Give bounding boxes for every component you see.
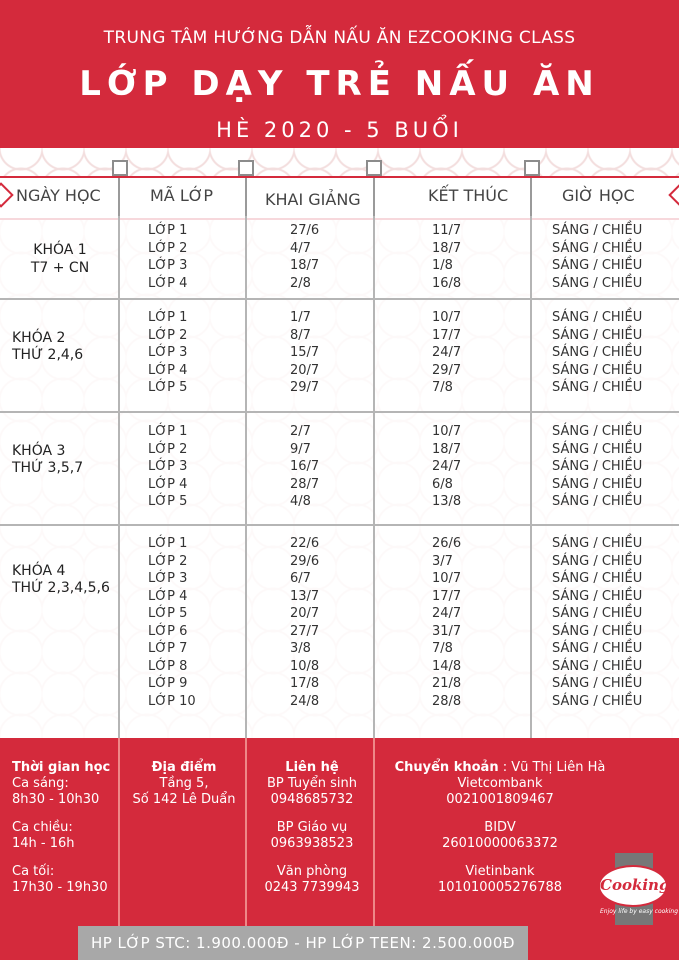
course-days: THỨ 2,3,4,5,6: [12, 580, 110, 596]
row-divider: [0, 524, 679, 526]
row-divider: [0, 411, 679, 413]
cooking-class-logo: Cooking: [598, 865, 668, 907]
page-title: LỚP DẠY TRẺ NẤU ĂN: [79, 64, 600, 104]
divider: [530, 178, 532, 218]
end-dates: 10/7 18/7 24/7 6/8 13/8: [432, 424, 462, 509]
column-header-start: KHAI GIẢNG: [265, 190, 361, 209]
schedule-heading: Thời gian học: [12, 760, 111, 775]
course-name: KHÓA 3: [12, 443, 66, 459]
tuition-price-bar: HP LỚP STC: 1.900.000Đ - HP LỚP TEEN: 2.500.000Đ: [78, 926, 528, 960]
divider: [373, 178, 375, 218]
page-subtitle: HÈ 2020 - 5 BUỔI: [216, 118, 463, 142]
class-times: SÁNG / CHIỀU SÁNG / CHIỀU SÁNG / CHIỀU SÁNG / CHIỀU SÁNG / CHIỀU: [552, 424, 643, 509]
course-days: T7 + CN: [30, 260, 90, 276]
class-times: SÁNG / CHIỀU SÁNG / CHIỀU SÁNG / CHIỀU SÁNG / CHIỀU SÁNG / CHIỀU: [552, 310, 643, 395]
location-heading: Địa điểm: [151, 760, 217, 775]
divider: [245, 738, 247, 928]
logo-tagline: Enjoy life by easy cooking: [600, 908, 679, 915]
start-dates: 1/7 8/7 15/7 20/7 29/7: [290, 310, 320, 395]
end-dates: 26/6 3/7 10/7 17/7 24/7 31/7 7/8 14/8 21/8 28/8: [432, 536, 462, 709]
start-dates: 27/6 4/7 18/7 2/8: [290, 223, 320, 291]
divider: [373, 216, 375, 738]
divider: [118, 216, 120, 738]
divider: [245, 216, 247, 738]
start-dates: 22/6 29/6 6/7 13/7 20/7 27/7 3/8 10/8 17/8 24/8: [290, 536, 320, 709]
divider: [530, 216, 532, 738]
column-header-day: NGÀY HỌC: [16, 186, 101, 205]
class-times: SÁNG / CHIỀU SÁNG / CHIỀU SÁNG / CHIỀU SÁNG / CHIỀU SÁNG / CHIỀU SÁNG / CHIỀU SÁNG / CHIỀU SÁNG / CHIỀU SÁNG / CHIỀU SÁNG / CHIỀU: [552, 536, 643, 709]
course-name: KHÓA 1: [33, 242, 87, 258]
row-divider: [0, 298, 679, 300]
end-dates: 10/7 17/7 24/7 29/7 7/8: [432, 310, 462, 395]
end-dates: 11/7 18/7 1/8 16/8: [432, 223, 462, 291]
organization-name: TRUNG TÂM HƯỚNG DẪN NẤU ĂN EZCOOKING CLASS: [103, 28, 576, 48]
divider: [245, 178, 247, 218]
course-days: THỨ 2,4,6: [12, 347, 84, 363]
transfer-heading: Chuyển khoản: [394, 760, 499, 775]
start-dates: 2/7 9/7 16/7 28/7 4/8: [290, 424, 320, 509]
divider: [118, 738, 120, 928]
decorative-box: [112, 160, 128, 176]
class-list: LỚP 1 LỚP 2 LỚP 3 LỚP 4 LỚP 5 LỚP 6 LỚP 7 LỚP 8 LỚP 9 LỚP 10: [148, 536, 196, 709]
course-name: KHÓA 2: [12, 330, 66, 346]
decorative-box: [366, 160, 382, 176]
decorative-box: [238, 160, 254, 176]
column-header-time: GIỜ HỌC: [562, 186, 635, 205]
location-info: Địa điểm Tầng 5, Số 142 Lê Duẩn: [132, 760, 236, 807]
class-list: LỚP 1 LỚP 2 LỚP 3 LỚP 4 LỚP 5: [148, 424, 188, 509]
column-header-class: MÃ LỚP: [150, 186, 214, 205]
info-footer: [0, 738, 679, 960]
divider: [118, 178, 120, 218]
class-times: SÁNG / CHIỀU SÁNG / CHIỀU SÁNG / CHIỀU SÁNG / CHIỀU: [552, 223, 643, 291]
schedule-info: Thời gian học Ca sáng: 8h30 - 10h30 Ca chiều: 14h - 16h Ca tối: 17h30 - 19h30: [12, 760, 111, 895]
course-name: KHÓA 4: [12, 563, 66, 579]
bank-transfer-info: Chuyển khoản : Vũ Thị Liên Hà Vietcombank 0021001809467 BIDV 26010000063372 Vietinbank 101010005276788: [394, 760, 606, 895]
account-holder: : Vũ Thị Liên Hà: [498, 760, 606, 775]
column-header-end: KẾT THÚC: [428, 186, 509, 205]
schedule-table: [0, 216, 679, 738]
course-days: THỨ 3,5,7: [12, 460, 84, 476]
contact-info: Liên hệ BP Tuyển sinh 0948685732 BP Giáo vụ 0963938523 Văn phòng 0243 7739943: [264, 760, 360, 895]
class-list: LỚP 1 LỚP 2 LỚP 3 LỚP 4 LỚP 5: [148, 310, 188, 395]
decorative-box: [524, 160, 540, 176]
page-header: [0, 0, 679, 148]
contact-heading: Liên hệ: [285, 760, 339, 775]
class-list: LỚP 1 LỚP 2 LỚP 3 LỚP 4: [148, 223, 188, 291]
table-header: [0, 176, 679, 220]
